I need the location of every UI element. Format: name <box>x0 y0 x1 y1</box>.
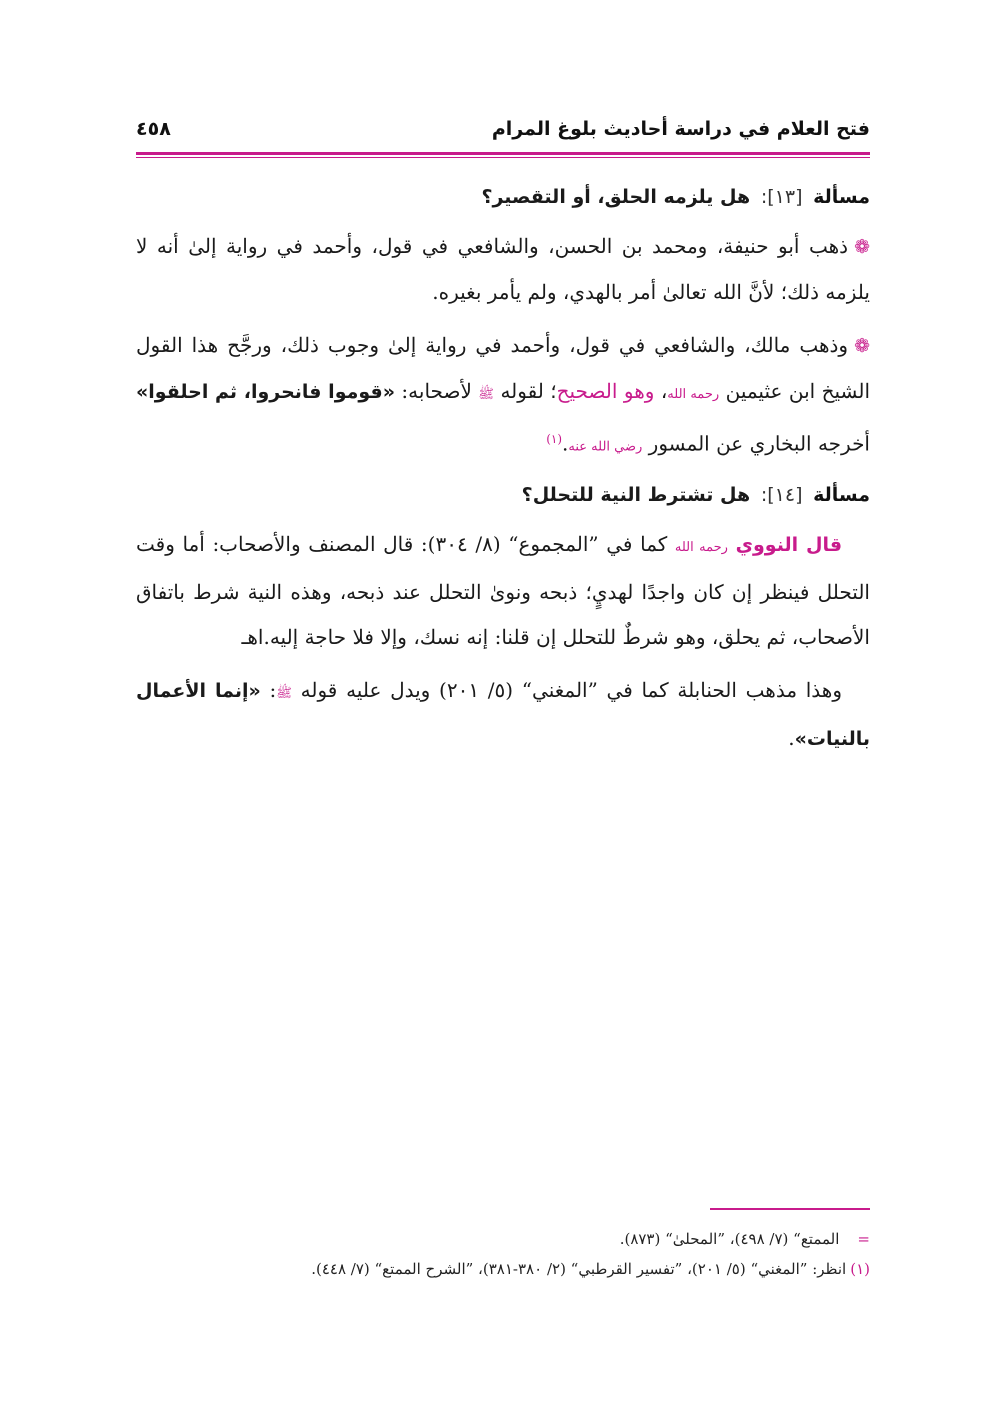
honorific-rahimahullah: رحمه الله <box>674 539 728 555</box>
footnote-number: (١) <box>850 1260 870 1278</box>
page-number: ٤٥٨ <box>136 118 171 140</box>
paragraph-text: ؛ لقوله <box>500 379 557 403</box>
honorific-salawat: ﷺ <box>478 387 494 402</box>
running-header <box>136 108 870 154</box>
footnote-rule <box>710 1208 870 1210</box>
question-number: [١٤]: <box>760 483 803 506</box>
question-number: [١٣]: <box>760 186 803 208</box>
footnote-continuation <box>136 1224 870 1254</box>
paragraph-hanbali-view <box>136 668 870 762</box>
honorific-radiallahu: رضي الله عنه <box>568 439 643 455</box>
question-14 <box>136 478 870 512</box>
flower-ornament-icon: ❁ <box>854 335 870 357</box>
paragraph-text: ذهب أبو حنيفة، ومحمد بن الحسن، والشافعي في قول، وأحمد في رواية إلىٰ أنه لا يلزمه ذلك؛ لأنَّ الله تعالىٰ أمر بالهدي، ولم يأمر بغيره. <box>136 234 870 304</box>
header-rule-thick <box>136 152 870 155</box>
question-label: مسألة <box>813 483 870 506</box>
paragraph-text: . <box>788 725 795 750</box>
separator-text: ، <box>654 379 668 403</box>
preferred-opinion: وهو الصحيح <box>556 379 655 403</box>
question-label: مسألة <box>813 186 870 208</box>
honorific-rahimahullah: رحمه الله <box>667 387 720 402</box>
book-title: فتح العلام في دراسة أحاديث بلوغ المرام <box>491 118 870 140</box>
header-rule-thin <box>136 157 870 158</box>
paragraph-text: كما في ”المجموع“ (٨/ ٣٠٤): قال المصنف والأصحاب: أما وقت التحلل فينظر إن كان واجدًا لهديٍ؛ ذبحه ونوىٰ التحلل عند ذبحه، وهذه النية شرط باتفاق الأصحاب، ثم يحلق، وهو شرطٌ للتحلل إن قلنا: إنه نسك، وإلا فلا حاجة إليه.اهـ <box>136 531 870 649</box>
question-13 <box>136 180 870 214</box>
hadith-quote: «قوموا فانحروا، ثم احلقوا» <box>136 381 395 403</box>
footnote-reference[interactable]: (١) <box>546 432 563 446</box>
flower-ornament-icon: ❁ <box>854 236 870 258</box>
paragraph-text: لأصحابه: <box>395 379 479 403</box>
honorific-salawat: ﷺ <box>276 685 292 701</box>
question-text: هل يلزمه الحلق، أو التقصير؟ <box>481 186 751 208</box>
question-text: هل تشترط النية للتحلل؟ <box>521 483 751 506</box>
paragraph-text: . <box>562 431 569 456</box>
paragraph-text: وذهب مالك، والشافعي في قول، وأحمد في رواية إلىٰ وجوب ذلك، ورجَّح هذا القول الشيخ ابن عثيمين <box>136 333 871 403</box>
paragraph-maliki-view <box>136 323 870 470</box>
paragraph-hanafi-view <box>136 224 870 315</box>
paragraph-text: : <box>260 677 277 702</box>
paragraph-text: وهذا مذهب الحنابلة كما في ”المغني“ (٥/ ٢٠١) ويدل عليه قوله <box>300 677 843 702</box>
hadith-quote: «إنما الأعمال بالنيات» <box>136 679 870 750</box>
footnote-text: الممتع“ (٧/ ٤٩٨)، ”المحلىٰ“ (٨٧٣). <box>619 1230 840 1248</box>
continuation-mark: = <box>857 1230 870 1248</box>
footnote-1 <box>136 1254 870 1284</box>
speaker-name: قال النووي <box>735 533 843 556</box>
footnotes-area <box>136 1208 870 1284</box>
paragraph-nawawi-quote <box>136 522 870 660</box>
footnote-text: انظر: ”المغني“ (٥/ ٢٠١)، ”تفسير القرطبي“ (٢/ ٣٨٠-٣٨١)، ”الشرح الممتع“ (٧/ ٤٤٨). <box>311 1260 847 1278</box>
paragraph-text: أخرجه البخاري عن المسور <box>648 431 870 456</box>
page-body <box>136 180 870 770</box>
book-page <box>136 108 870 1328</box>
